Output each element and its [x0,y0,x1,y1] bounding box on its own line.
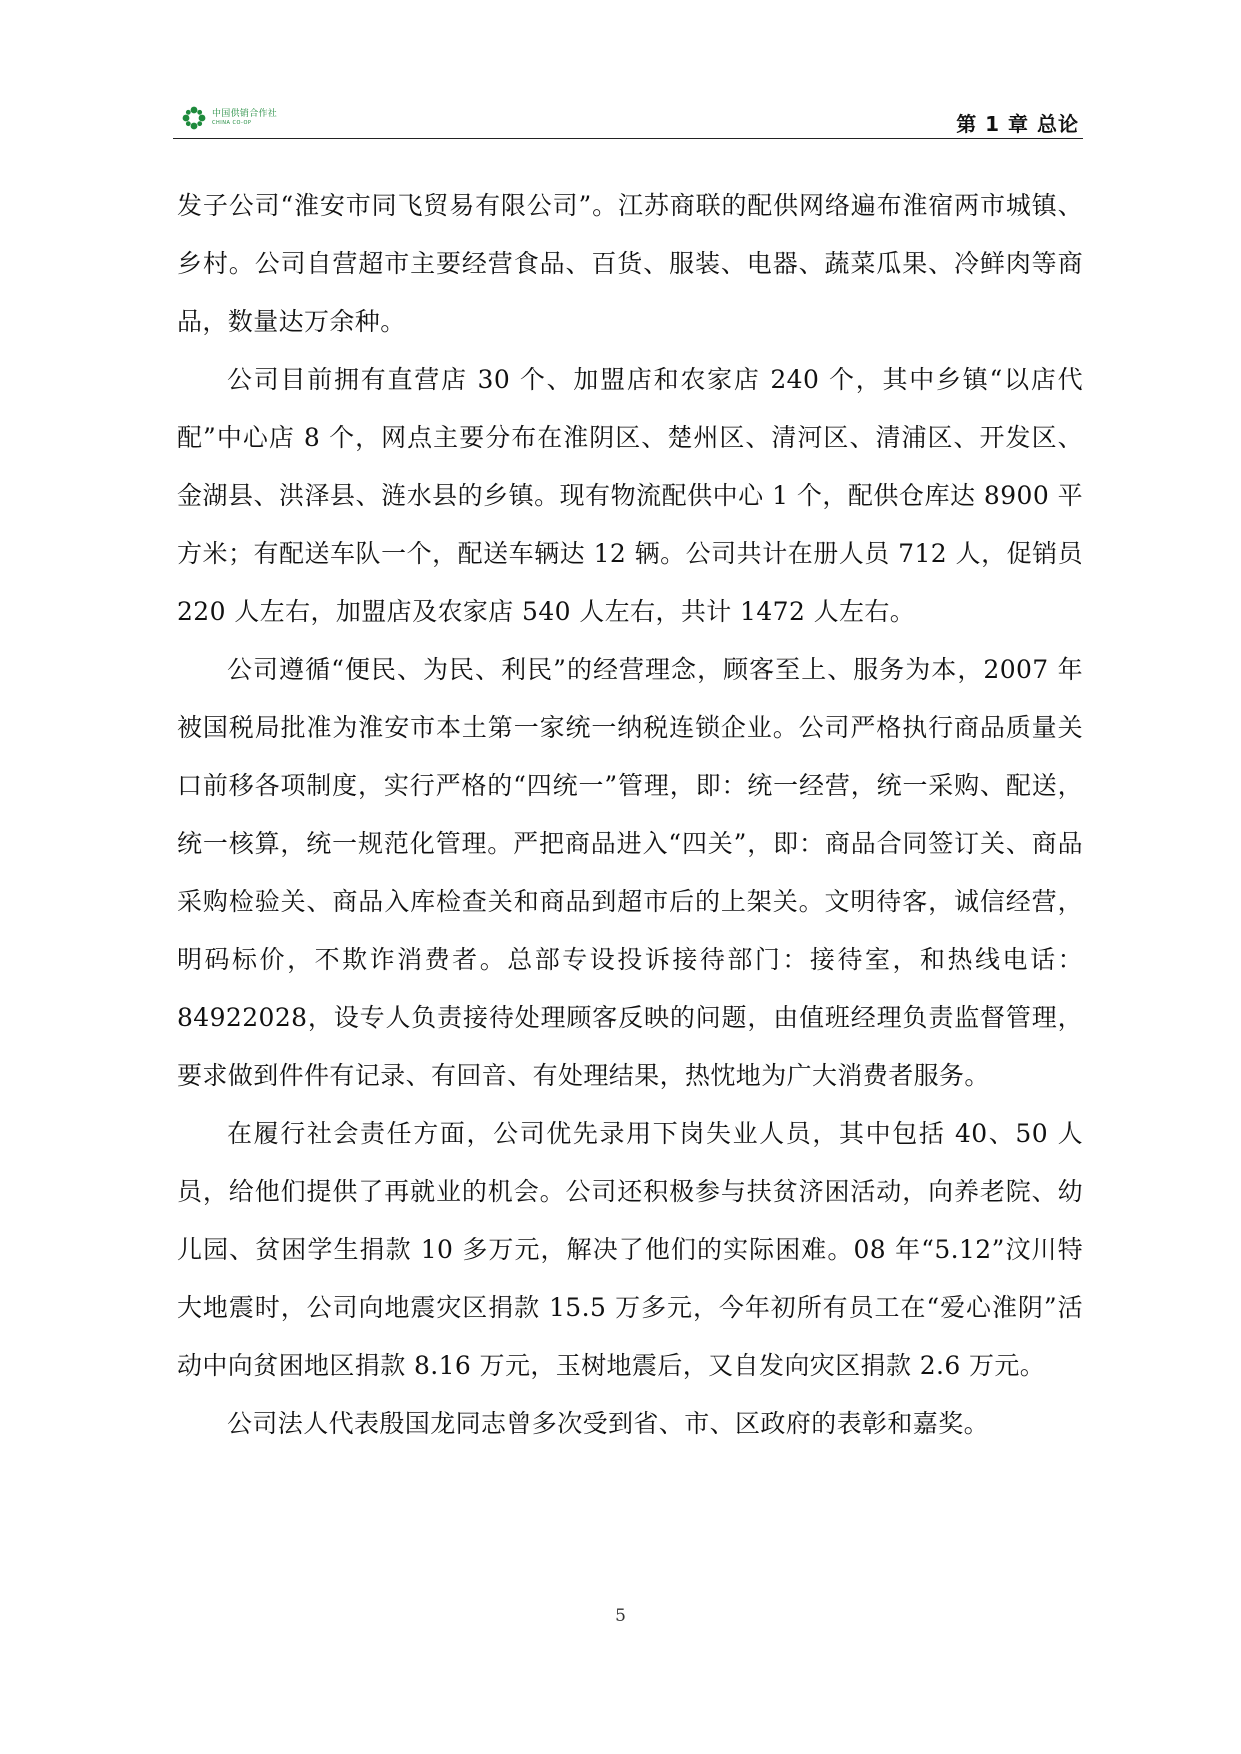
paragraph: 发子公司“淮安市同飞贸易有限公司”。江苏商联的配供网络遍布淮宿两市城镇、乡村。公司自营超市主要经营食品、百货、服装、电器、蔬菜瓜果、冷鲜肉等商品，数量达万余种。 [177,191,1083,336]
page-number: 5 [615,1606,626,1626]
paragraph: 公司目前拥有直营店 30 个、加盟店和农家店 240 个，其中乡镇“以店代配”中心店 8 个，网点主要分布在淮阴区、楚州区、清河区、清浦区、开发区、金湖县、洪泽县、涟水县的乡镇。现有物流配供中心 1 个，配供仓库达 8900 平方米；有配送车队一个，配送车辆达 12 辆。公司共计在册人员 712 人，促销员 220 人左右，加盟店及农家店 540 人左右，共计 1472 人左右。 [177,365,1083,626]
paragraph: 公司遵循“便民、为民、利民”的经营理念，顾客至上、服务为本，2007 年被国税局批准为淮安市本土第一家统一纳税连锁企业。公司严格执行商品质量关口前移各项制度，实行严格的“四统一”管理，即：统一经营，统一采购、配送，统一核算，统一规范化管理。严把商品进入“四关”，即：商品合同签订关、商品采购检验关、商品入库检查关和商品到超市后的上架关。文明待客，诚信经营，明码标价，不欺诈消费者。总部专设投诉接待部门：接待室，和热线电话：84922028，设专人负责接待处理顾客反映的问题，由值班经理负责监督管理，要求做到件件有记录、有回音、有处理结果，热忱地为广大消费者服务。 [177,655,1083,1090]
logo-english-text: CHINA CO-OP [212,120,252,126]
header-divider [173,138,1083,139]
paragraph: 公司法人代表殷国龙同志曾多次受到省、市、区政府的表彰和嘉奖。 [227,1409,990,1438]
paragraph: 在履行社会责任方面，公司优先录用下岗失业人员，其中包括 40、50 人员，给他们提供了再就业的机会。公司还积极参与扶贫济困活动，向养老院、幼儿园、贫困学生捐款 10 多万元，解决了他们的实际困难。08 年“5.12”汶川特大地震时，公司向地震灾区捐款 15.5 万多元，今年初所有员工在“爱心淮阴”活动中向贫困地区捐款 8.16 万元，玉树地震后，又自发向灾区捐款 2.6 万元。 [177,1119,1083,1380]
coop-emblem-icon [181,105,207,131]
body-text [177,177,1083,1453]
logo-chinese-text: 中国供销合作社 [212,109,278,119]
page-header [173,100,1083,140]
chapter-title: 第 1 章 总论 [956,112,1079,136]
china-coop-logo [181,105,277,131]
